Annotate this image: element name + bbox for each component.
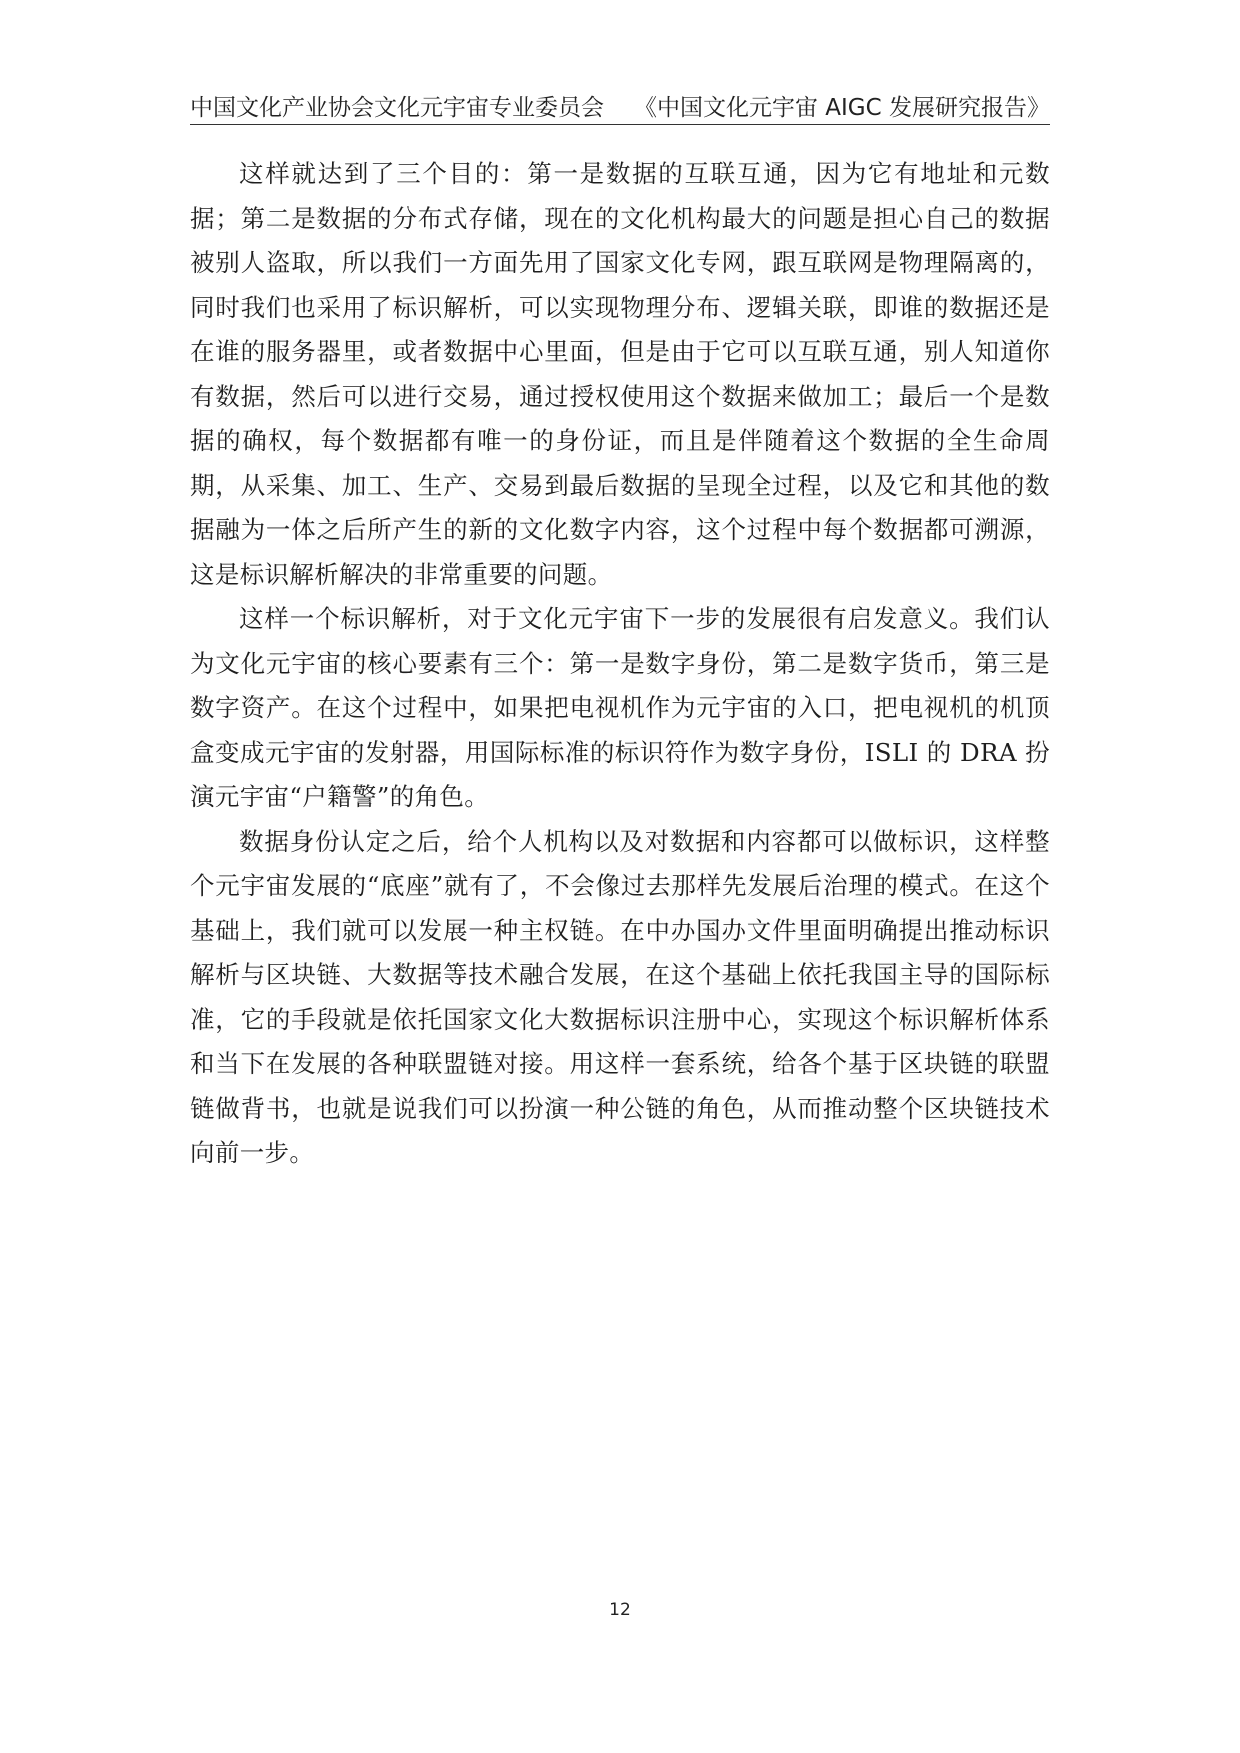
page-number: 12 (609, 1600, 631, 1620)
paragraph-1: 这样就达到了三个目的：第一是数据的互联互通，因为它有地址和元数据；第二是数据的分布式存储，现在的文化机构最大的问题是担心自己的数据被别人盗取，所以我们一方面先用了国家文化专网，跟互联网是物理隔离的，同时我们也采用了标识解析，可以实现物理分布、逻辑关联，即谁的数据还是在谁的服务器里，或者数据中心里面，但是由于它可以互联互通，别人知道你有数据，然后可以进行交易，通过授权使用这个数据来做加工；最后一个是数据的确权，每个数据都有唯一的身份证，而且是伴随着这个数据的全生命周期，从采集、加工、生产、交易到最后数据的呈现全过程，以及它和其他的数据融为一体之后所产生的新的文化数字内容，这个过程中每个数据都可溯源，这是标识解析解决的非常重要的问题。 (190, 159, 1050, 589)
page-header (190, 86, 1050, 122)
paragraph-3: 数据身份认定之后，给个人机构以及对数据和内容都可以做标识，这样整个元宇宙发展的“底座”就有了，不会像过去那样先发展后治理的模式。在这个基础上，我们就可以发展一种主权链。在中办国办文件里面明确提出推动标识解析与区块链、大数据等技术融合发展，在这个基础上依托我国主导的国际标准，它的手段就是依托国家文化大数据标识注册中心，实现这个标识解析体系和当下在发展的各种联盟链对接。用这样一套系统，给各个基于区块链的联盟链做背书，也就是说我们可以扮演一种公链的角色，从而推动整个区块链技术向前一步。 (190, 826, 1050, 1167)
header-organization: 中国文化产业协会文化元宇宙专业委员会 (190, 95, 604, 121)
document-body (190, 152, 1050, 1176)
header-divider (190, 124, 1050, 125)
paragraph-2: 这样一个标识解析，对于文化元宇宙下一步的发展很有启发意义。我们认为文化元宇宙的核心要素有三个：第一是数字身份，第二是数字货币，第三是数字资产。在这个过程中，如果把电视机作为元宇宙的入口，把电视机的机顶盒变成元宇宙的发射器，用国际标准的标识符作为数字身份，ISLI 的 DRA 扮演元宇宙“户籍警”的角色。 (190, 604, 1050, 811)
header-report-title: 《中国文化元宇宙 AIGC 发展研究报告》 (633, 95, 1050, 121)
